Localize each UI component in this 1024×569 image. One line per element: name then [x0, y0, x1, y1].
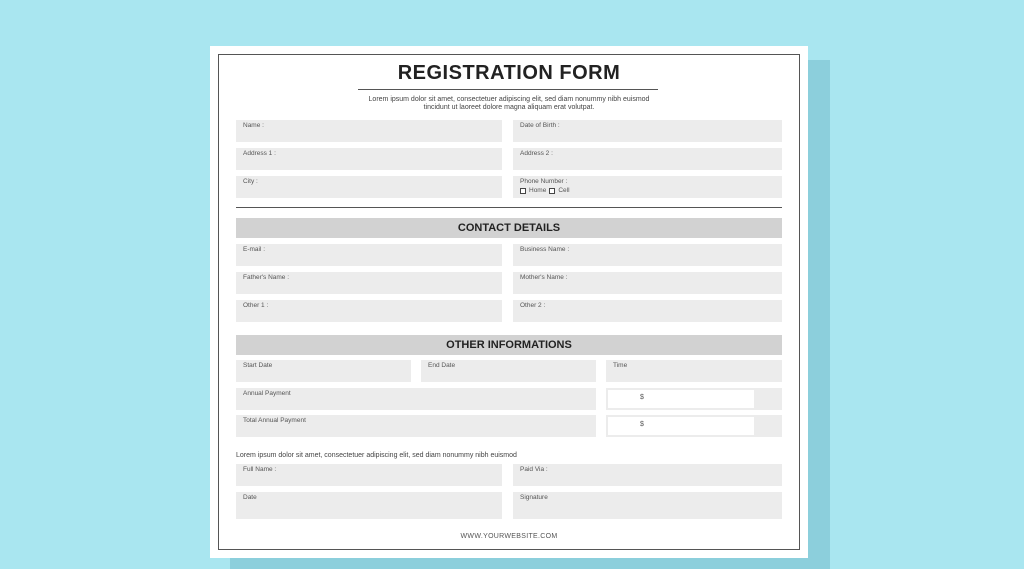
cell-checkbox[interactable]	[549, 188, 555, 194]
dob-label: Date of Birth :	[520, 122, 560, 129]
form-title: REGISTRATION FORM	[397, 62, 621, 84]
dob-field[interactable]	[513, 120, 782, 142]
total-annual-payment-input[interactable]	[608, 417, 754, 435]
other1-field[interactable]	[236, 300, 502, 322]
other1-label: Other 1 :	[243, 302, 269, 309]
date-label: Date	[243, 494, 257, 501]
business-name-label: Business Name :	[520, 246, 570, 253]
father-name-label: Father's Name :	[243, 274, 290, 281]
annual-payment-label: Annual Payment	[243, 390, 291, 397]
contact-details-heading: CONTACT DETAILS	[236, 218, 782, 238]
website-url: WWW.YOURWEBSITE.COM	[460, 533, 558, 540]
address1-field[interactable]	[236, 148, 502, 170]
address2-label: Address 2 :	[520, 150, 553, 157]
total-annual-payment-label: Total Annual Payment	[243, 417, 306, 424]
name-field[interactable]	[236, 120, 502, 142]
intro-line-2: tincidunt ut laoreet dolore magna aliquam erat volutpat.	[423, 104, 595, 111]
cell-option-label: Cell	[558, 187, 570, 194]
date-field[interactable]	[236, 492, 502, 519]
annual-payment-input[interactable]	[608, 390, 754, 408]
other2-label: Other 2 :	[520, 302, 546, 309]
annual-payment-field	[236, 388, 596, 410]
intro-text	[270, 96, 748, 112]
total-currency-symbol: $	[640, 421, 644, 428]
mother-name-label: Mother's Name :	[520, 274, 568, 281]
home-checkbox[interactable]	[520, 188, 526, 194]
signature-field[interactable]	[513, 492, 782, 519]
annual-currency-symbol: $	[640, 394, 644, 401]
end-date-label: End Date	[428, 362, 456, 369]
name-label: Name :	[243, 122, 264, 129]
full-name-label: Full Name :	[243, 466, 277, 473]
city-label: City :	[243, 178, 258, 185]
total-annual-payment-field	[236, 415, 596, 437]
address1-label: Address 1 :	[243, 150, 276, 157]
footer-note: Lorem ipsum dolor sit amet, consectetuer adipiscing elit, sed diam nonummy nibh euismod	[236, 452, 517, 459]
phone-type-options	[520, 187, 775, 194]
address2-field[interactable]	[513, 148, 782, 170]
phone-field[interactable]	[513, 176, 782, 198]
intro-line-1: Lorem ipsum dolor sit amet, consectetuer adipiscing elit, sed diam nonummy nibh euismod	[368, 96, 650, 103]
home-option-label: Home	[529, 187, 547, 194]
phone-label: Phone Number :	[520, 178, 568, 185]
section-divider	[236, 207, 782, 208]
business-name-field[interactable]	[513, 244, 782, 266]
signature-label: Signature	[520, 494, 548, 501]
other-informations-heading: OTHER INFORMATIONS	[236, 335, 782, 355]
start-date-field[interactable]	[236, 360, 411, 382]
start-date-label: Start Date	[243, 362, 273, 369]
paid-via-label: Paid Via :	[520, 466, 548, 473]
full-name-field[interactable]	[236, 464, 502, 486]
paid-via-field[interactable]	[513, 464, 782, 486]
other2-field[interactable]	[513, 300, 782, 322]
email-label: E-mail :	[243, 246, 266, 253]
father-name-field[interactable]	[236, 272, 502, 294]
time-field[interactable]	[606, 360, 782, 382]
email-field[interactable]	[236, 244, 502, 266]
time-label: Time	[613, 362, 628, 369]
mother-name-field[interactable]	[513, 272, 782, 294]
registration-form-sheet	[210, 46, 808, 558]
city-field[interactable]	[236, 176, 502, 198]
title-underline	[358, 89, 658, 90]
end-date-field[interactable]	[421, 360, 596, 382]
